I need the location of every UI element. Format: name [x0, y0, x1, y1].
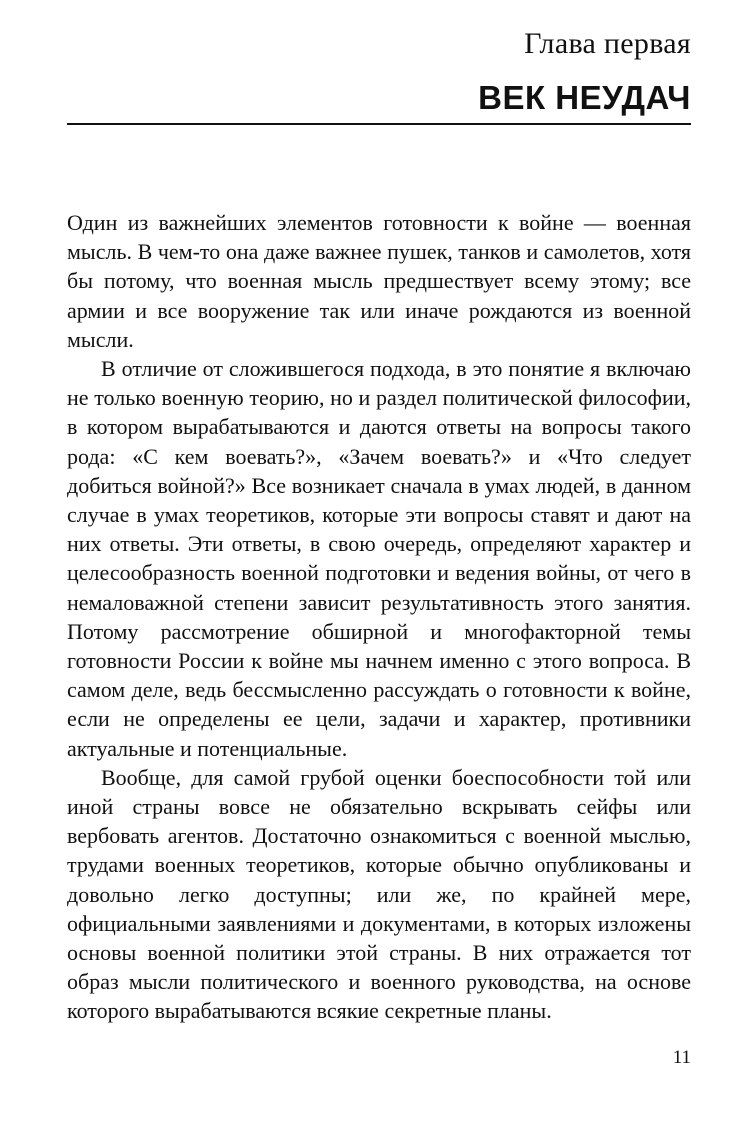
page-number: 11	[672, 1047, 691, 1068]
chapter-label: Глава первая	[524, 27, 691, 60]
chapter-header	[67, 24, 691, 120]
paragraph: В отличие от сложившегося подхода, в это понятие я включаю не только военную теорию, но и раздел политической философии, в котором вырабатываются и даются ответы на вопросы такого рода: «С кем воевать?», «Зачем воевать?» и «Что следует добиться войной?» Все возникает сначала в умах людей, в данном случае в умах теоретиков, которые эти вопросы ставят и дают на них ответы. Эти ответы, в свою очередь, определяют характер и целесообразность военной подготовки и ведения войны, от чего в немаловажной степени зависит результативность этого занятия. Потому рассмотрение обширной и многофакторной темы готовности России к войне мы начнем именно с этого вопроса. В самом деле, ведь бессмысленно рассуждать о готовности к войне, если не определены ее цели, задачи и характер, противники актуальные и потенциальные.	[67, 356, 691, 761]
body-text	[67, 208, 691, 1026]
paragraph: Вообще, для самой грубой оценки боеспособности той или иной страны вовсе не обязательно вскрывать сейфы или вербовать агентов. Достаточно ознакомиться с военной мыслью, трудами военных теоретиков, которые обычно опубликованы и довольно легко доступны; или же, по крайней мере, официальными заявлениями и документами, в которых изложены основы военной политики этой страны. В них отражается тот образ мысли политического и военного руководства, на основе которого вырабатываются всякие секретные планы.	[67, 764, 691, 1024]
paragraph: Один из важнейших элементов готовности к войне — военная мысль. В чем-то она даже важнее пушек, танков и самолетов, хотя бы потому, что военная мысль предшествует всему этому; все армии и все вооружение так или иначе рождаются из военной мысли.	[67, 210, 691, 352]
chapter-divider	[67, 123, 691, 125]
chapter-title: ВЕК НЕУДАЧ	[478, 79, 691, 116]
